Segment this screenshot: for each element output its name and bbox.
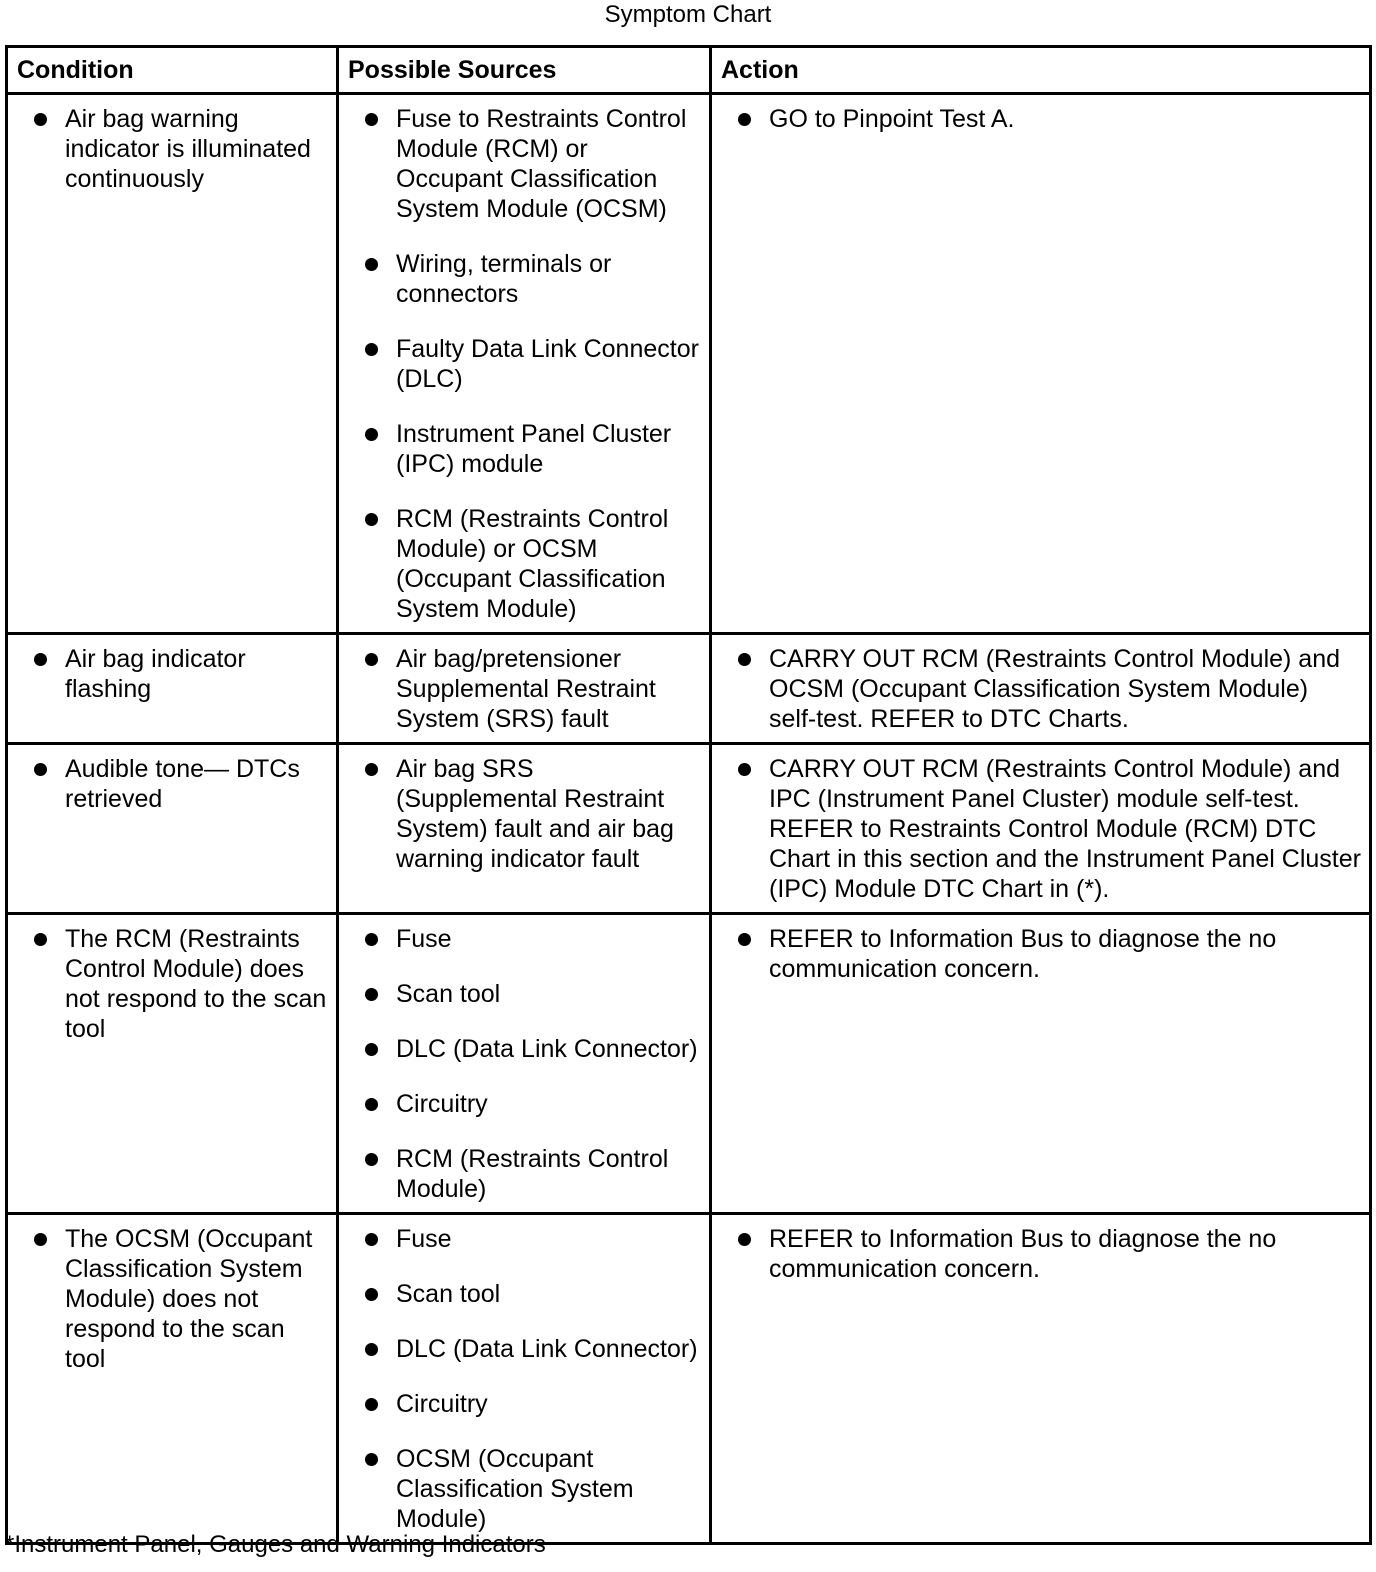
sources-cell	[338, 634, 711, 744]
list-item-text: DLC (Data Link Connector)	[396, 1335, 698, 1363]
bullet-icon	[365, 1043, 378, 1056]
bullet-list	[339, 915, 709, 1212]
bullet-icon	[738, 653, 751, 666]
bullet-icon	[34, 1233, 47, 1246]
list-item	[8, 104, 328, 194]
list-item	[712, 644, 1361, 734]
list-item	[339, 419, 701, 479]
list-item	[339, 1334, 701, 1364]
list-item	[339, 1089, 701, 1119]
bullet-list	[8, 915, 336, 1052]
sources-cell	[338, 744, 711, 914]
list-item-text: Air bag SRS (Supplemental Restraint System) fault and air bag warning indicator fault	[396, 755, 674, 873]
list-item	[339, 249, 701, 309]
bullet-list	[339, 635, 709, 742]
condition-cell	[7, 914, 338, 1214]
list-item-text: REFER to Information Bus to diagnose the no communication concern.	[769, 925, 1277, 983]
list-item	[339, 1389, 701, 1419]
list-item-text: Scan tool	[396, 980, 501, 1008]
list-item-text: CARRY OUT RCM (Restraints Control Module) and IPC (Instrument Panel Cluster) module self-test. REFER to Restraints Control Module (RCM) DTC Chart in this section and the Instrument Panel Cluster (IPC) Module DTC Chart in (*).	[769, 755, 1361, 903]
list-item	[712, 754, 1361, 904]
sources-cell	[338, 914, 711, 1214]
bullet-icon	[365, 343, 378, 356]
list-item	[339, 504, 701, 624]
bullet-icon	[738, 113, 751, 126]
action-cell	[711, 744, 1371, 914]
header-possible-sources: Possible Sources	[338, 47, 711, 94]
list-item	[339, 1034, 701, 1064]
list-item-text: CARRY OUT RCM (Restraints Control Module) and OCSM (Occupant Classification System Module) self-test. REFER to DTC Charts.	[769, 645, 1341, 733]
symptom-chart-table	[5, 45, 1372, 1545]
action-cell	[711, 1214, 1371, 1544]
bullet-icon	[365, 1343, 378, 1356]
list-item-text: Faulty Data Link Connector (DLC)	[396, 335, 699, 393]
list-item-text: REFER to Information Bus to diagnose the no communication concern.	[769, 1225, 1277, 1283]
bullet-icon	[365, 1153, 378, 1166]
footnote: *Instrument Panel, Gauges and Warning Indicators	[5, 1531, 546, 1558]
list-item	[339, 754, 701, 874]
list-item	[8, 924, 328, 1044]
bullet-list	[8, 95, 336, 202]
list-item	[339, 1224, 701, 1254]
list-item	[8, 644, 328, 704]
list-item-text: DLC (Data Link Connector)	[396, 1035, 698, 1063]
list-item-text: RCM (Restraints Control Module) or OCSM (Occupant Classification System Module)	[396, 505, 669, 623]
bullet-list	[339, 745, 709, 882]
bullet-icon	[365, 1098, 378, 1111]
list-item-text: Audible tone— DTCs retrieved	[65, 755, 300, 813]
action-cell	[711, 634, 1371, 744]
list-item	[339, 924, 701, 954]
table-row	[7, 744, 1371, 914]
list-item	[339, 1279, 701, 1309]
sources-cell	[338, 1214, 711, 1544]
bullet-icon	[365, 1288, 378, 1301]
header-action: Action	[711, 47, 1371, 94]
header-condition: Condition	[7, 47, 338, 94]
list-item-text: Fuse	[396, 925, 452, 953]
sources-cell	[338, 94, 711, 634]
list-item-text: Fuse	[396, 1225, 452, 1253]
bullet-icon	[365, 258, 378, 271]
list-item	[339, 1444, 701, 1534]
bullet-icon	[738, 1233, 751, 1246]
table-body	[7, 94, 1371, 1544]
bullet-icon	[365, 653, 378, 666]
table-row	[7, 1214, 1371, 1544]
list-item-text: Scan tool	[396, 1280, 501, 1308]
list-item	[339, 644, 701, 734]
condition-cell	[7, 1214, 338, 1544]
action-cell	[711, 94, 1371, 634]
bullet-list	[339, 1215, 709, 1542]
bullet-list	[712, 745, 1369, 912]
list-item	[712, 104, 1361, 134]
bullet-icon	[34, 933, 47, 946]
list-item-text: Air bag/pretensioner Supplemental Restraint System (SRS) fault	[396, 645, 656, 733]
bullet-list	[712, 1215, 1369, 1292]
bullet-icon	[365, 113, 378, 126]
bullet-icon	[34, 763, 47, 776]
bullet-icon	[365, 1453, 378, 1466]
bullet-icon	[738, 763, 751, 776]
table-row	[7, 94, 1371, 634]
bullet-icon	[34, 113, 47, 126]
bullet-list	[8, 745, 336, 822]
bullet-icon	[34, 653, 47, 666]
list-item-text: The OCSM (Occupant Classification System Module) does not respond to the scan tool	[65, 1225, 313, 1373]
header-row	[7, 47, 1371, 94]
bullet-list	[712, 635, 1369, 742]
list-item-text: Fuse to Restraints Control Module (RCM) or Occupant Classification System Module (OCSM)	[396, 105, 687, 223]
list-item-text: RCM (Restraints Control Module)	[396, 1145, 669, 1203]
list-item	[339, 104, 701, 224]
bullet-icon	[365, 763, 378, 776]
bullet-list	[712, 95, 1369, 142]
bullet-icon	[365, 988, 378, 1001]
list-item-text: Air bag indicator flashing	[65, 645, 246, 703]
list-item	[339, 1144, 701, 1204]
list-item	[339, 334, 701, 394]
condition-cell	[7, 744, 338, 914]
list-item-text: Wiring, terminals or connectors	[396, 250, 612, 308]
bullet-list	[339, 95, 709, 632]
list-item-text: The RCM (Restraints Control Module) does not respond to the scan tool	[65, 925, 327, 1043]
list-item-text: Instrument Panel Cluster (IPC) module	[396, 420, 672, 478]
list-item-text: Circuitry	[396, 1390, 488, 1418]
list-item	[339, 979, 701, 1009]
condition-cell	[7, 94, 338, 634]
condition-cell	[7, 634, 338, 744]
table-row	[7, 634, 1371, 744]
bullet-icon	[738, 933, 751, 946]
list-item-text: Circuitry	[396, 1090, 488, 1118]
bullet-icon	[365, 513, 378, 526]
list-item	[8, 754, 328, 814]
list-item-text: Air bag warning indicator is illuminated continuously	[65, 105, 311, 193]
list-item	[712, 1224, 1361, 1284]
bullet-icon	[365, 1233, 378, 1246]
bullet-list	[8, 1215, 336, 1382]
bullet-icon	[365, 428, 378, 441]
list-item	[712, 924, 1361, 984]
bullet-list	[712, 915, 1369, 992]
action-cell	[711, 914, 1371, 1214]
bullet-icon	[365, 1398, 378, 1411]
list-item-text: OCSM (Occupant Classification System Module)	[396, 1445, 634, 1533]
list-item-text: GO to Pinpoint Test A.	[769, 105, 1015, 133]
bullet-list	[8, 635, 336, 712]
table-row	[7, 914, 1371, 1214]
list-item	[8, 1224, 328, 1374]
chart-title: Symptom Chart	[604, 1, 772, 28]
bullet-icon	[365, 933, 378, 946]
